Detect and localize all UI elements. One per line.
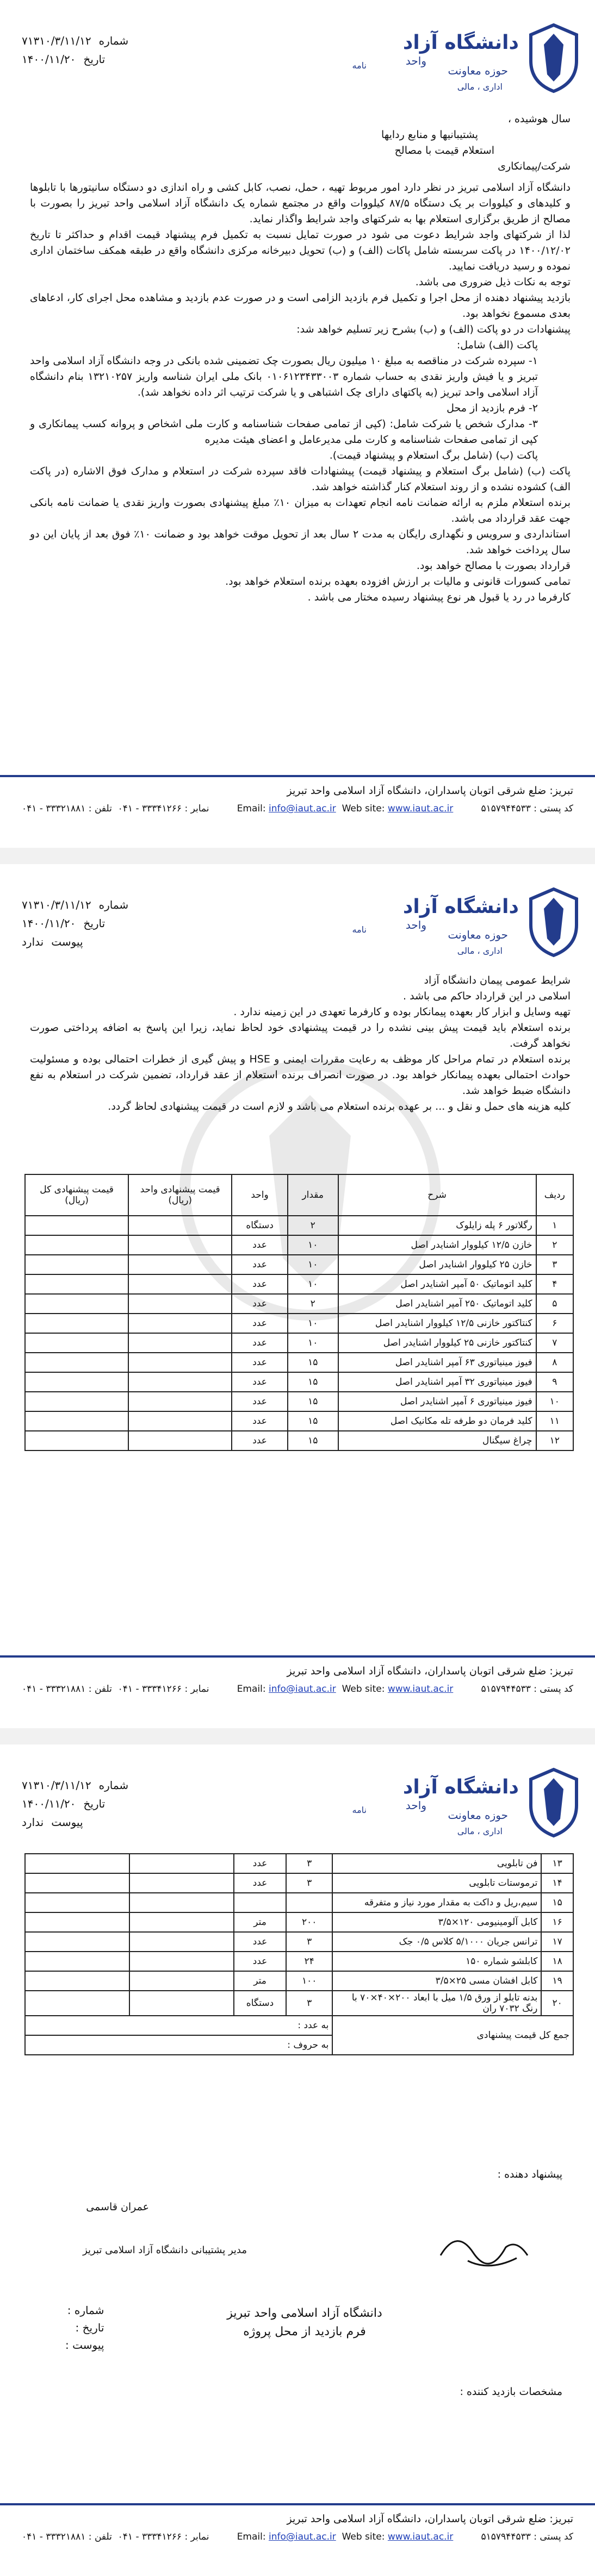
letter-body — [30, 111, 571, 605]
paragraph: دانشگاه آزاد اسلامی تبریز در نظر دارد امور مربوط تهیه ، حمل، نصب، کابل کشی و راه اندازی دو دستگاه سانیتورها با تابلوها و کلیدهای و کیلووات بر یک دستگاه ۸۷/۵ کیلووات واقع در مجتمع شماره یک دانشگاه آزاد اسلامی واحد تبریز را بصورت با مصالح از طریق برگزاری استعلام بها به شرکتهای واجد شرایط واگذار نماید. — [30, 182, 571, 225]
col-unit-price: قیمت پیشنهادی واحد (ریال) — [128, 1174, 232, 1216]
postal-code: کد پستی : ۵۱۵۷۹۴۴۵۳۳ — [481, 2531, 573, 2542]
email-label: Email: — [237, 2531, 266, 2542]
item-total-price[interactable] — [25, 1392, 128, 1411]
item-quantity: ۳ — [286, 1873, 332, 1893]
dept-label: اداری ، مالی — [457, 1826, 503, 1836]
date-label: تاریخ — [83, 53, 106, 66]
item-unit — [234, 1893, 286, 1912]
item-total-price[interactable] — [25, 1991, 129, 2016]
postal-code: کد پستی : ۵۱۵۷۹۴۴۵۳۳ — [481, 1684, 573, 1695]
attach-value: ندارد — [22, 935, 44, 948]
item-unit-price[interactable] — [129, 1991, 234, 2016]
bullet-item: ۳- مدارک شخص یا شرکت شامل: (کپی از تمامی صفحات شناسنامه و کارت ملی اشخاص و پروانه کسب پیمانکاری و کپی از تمامی صفحات شناسنامه و کارت ملی مدیرعامل و اعضای هیئت مدیره — [30, 418, 538, 446]
table-row — [25, 1873, 573, 1893]
item-total-price[interactable] — [25, 1854, 129, 1873]
subject-line-2: استعلام قیمت با مصالح — [394, 145, 494, 157]
table-row — [25, 1235, 573, 1255]
table-row — [25, 1971, 573, 1991]
item-unit: عدد — [232, 1314, 288, 1333]
form-meta — [65, 2302, 104, 2354]
bullet-item: تهیه وسایل و ابزار کار بعهده پیمانکار بوده و کارفرما تعهدی در این زمینه ندارد . — [233, 1006, 571, 1018]
attach-label: پیوست — [51, 1816, 83, 1829]
item-quantity: ۱۵ — [288, 1431, 338, 1450]
office-label: حوزه معاونت — [448, 928, 508, 941]
item-unit-price[interactable] — [128, 1411, 232, 1431]
item-quantity: ۱۵ — [288, 1411, 338, 1431]
email-link[interactable]: info@iaut.ac.ir — [269, 2531, 336, 2542]
item-description: کنتاکتور خازنی ۱۲/۵ کیلووار اشنایدر اصل — [338, 1314, 536, 1333]
number-label: شماره — [98, 898, 129, 911]
letter-footer — [0, 1655, 595, 1706]
item-total-price[interactable] — [25, 1912, 129, 1932]
dept-label: اداری ، مالی — [457, 946, 503, 956]
number-value: ۷۱۳۱۰/۳/۱۱/۱۲ — [22, 34, 91, 47]
sum-title: جمع کل قیمت پیشنهادی — [332, 2016, 573, 2055]
row-number: ۱۶ — [541, 1912, 573, 1932]
website-link[interactable]: www.iaut.ac.ir — [387, 803, 454, 814]
office-label: حوزه معاونت — [448, 1809, 508, 1822]
item-unit-price[interactable] — [129, 1971, 234, 1991]
bullet-item: قرارداد بصورت با مصالح خواهد بود. — [416, 560, 571, 572]
letter-label: نامه — [352, 60, 367, 71]
bullet-item: پیشنهادات در دو پاکت (الف) و (ب) بشرح زیر تسلیم خواهد شد: — [296, 323, 571, 335]
row-number: ۱۵ — [541, 1893, 573, 1912]
col-qty: مقدار — [288, 1174, 338, 1216]
row-number: ۱۲ — [536, 1431, 573, 1450]
item-total-price[interactable] — [25, 1255, 128, 1274]
unit-label: واحد — [405, 918, 426, 931]
unit-label: واحد — [405, 54, 426, 67]
item-total-price[interactable] — [25, 1372, 128, 1392]
item-unit: عدد — [232, 1235, 288, 1255]
signer-title: مدیر پشتیبانی دانشگاه آزاد اسلامی تبریز — [83, 2244, 247, 2256]
item-unit-price[interactable] — [129, 1952, 234, 1971]
col-row: ردیف — [536, 1174, 573, 1216]
number-value: ۷۱۳۱۰/۳/۱۱/۱۲ — [22, 898, 91, 911]
recipient: شرکت/پیمانکاری — [498, 160, 571, 172]
row-number: ۱۴ — [541, 1873, 573, 1893]
web-label: Web site: — [342, 2531, 385, 2542]
table-row — [25, 1854, 573, 1873]
table-row — [25, 1431, 573, 1450]
visitor-label: مشخصات بازدید کننده : — [460, 2386, 562, 2398]
letterhead — [0, 1745, 595, 1859]
item-unit: عدد — [234, 1873, 286, 1893]
footer-contacts — [22, 2531, 573, 2542]
item-total-price[interactable] — [25, 1431, 128, 1450]
letter-meta — [22, 32, 218, 68]
footer-address: تبریز: ضلع شرقی اتوبان پاسداران، دانشگاه آزاد اسلامی واحد تبریز — [287, 1665, 573, 1677]
item-total-price[interactable] — [25, 1893, 129, 1912]
letter-page-3 — [0, 1745, 595, 2576]
table-row — [25, 1314, 573, 1333]
paragraph: اسلامی در این قرارداد حاکم می باشد . — [403, 990, 571, 1002]
bullet-item: کلیه هزینه های حمل و نقل و ... بر عهده برنده استعلام می باشد و لازم است در قیمت پیشنهادی لحاظ گردد. — [108, 1101, 571, 1112]
item-description: کنتاکتور خازنی ۲۵ کیلووار اشنایدر اصل — [338, 1333, 536, 1353]
item-unit-price[interactable] — [129, 1873, 234, 1893]
item-unit: دستگاه — [232, 1216, 288, 1235]
paragraph: توجه به نکات ذیل ضروری می باشد. — [415, 276, 571, 288]
item-unit-price[interactable] — [129, 1893, 234, 1912]
item-total-price[interactable] — [25, 1235, 128, 1255]
unit-label: واحد — [405, 1799, 426, 1812]
item-description: کلید اتوماتیک ۲۵۰ آمپر اشنایدر اصل — [338, 1294, 536, 1314]
item-unit: عدد — [234, 1932, 286, 1952]
number-label: شماره — [98, 34, 129, 47]
bullet-item: پاکت (ب) (شامل برگ استعلام و پیشنهاد قیمت) پیشنهادات فاقد سپرده شرکت در استعلام و مدارک فوق الاشاره (در پاکت الف) کشوده نشده و از روند استعلام کنار گذاشته خواهد شد. — [30, 465, 571, 493]
item-quantity: ۱۵ — [288, 1392, 338, 1411]
item-description: ترانس جریان ۵/۱۰۰۰ کلاس ۰/۵ جک — [332, 1932, 541, 1952]
sum-words-label: به حروف : — [25, 2035, 332, 2055]
item-total-price[interactable] — [25, 1952, 129, 1971]
letter-meta — [22, 896, 218, 951]
item-unit: عدد — [232, 1274, 288, 1294]
item-unit: عدد — [234, 1854, 286, 1873]
row-number: ۱۱ — [536, 1411, 573, 1431]
items-table — [24, 1174, 574, 1451]
university-name: دانشگاه آزاد — [402, 32, 519, 54]
letterhead — [0, 864, 595, 978]
item-description: سیم،ریل و داکت به مقدار مورد نیاز و متفرقه — [332, 1893, 541, 1912]
item-description: کلید اتوماتیک ۵۰ آمپر اشنایدر اصل — [338, 1274, 536, 1294]
phone: تلفن : ۳۳۳۲۱۸۸۱ - ۰۴۱ — [22, 2531, 112, 2542]
website-link[interactable]: www.iaut.ac.ir — [387, 2531, 454, 2542]
item-total-price[interactable] — [25, 1333, 128, 1353]
item-quantity: ۱۰ — [288, 1333, 338, 1353]
fax: نمابر : ۳۳۳۴۱۲۶۶ - ۰۴۱ — [117, 1684, 209, 1695]
web-label: Web site: — [342, 1684, 385, 1695]
table-row — [25, 1255, 573, 1274]
fax: نمابر : ۳۳۳۴۱۲۶۶ - ۰۴۱ — [117, 2531, 209, 2542]
bullet-item: ۲- فرم بازدید از محل — [447, 402, 538, 414]
salutation: سال هوشیده ، — [507, 113, 571, 125]
bullet-item: تمامی کسورات قانونی و مالیات بر ارزش افزوده بعهده برنده استعلام خواهد بود. — [225, 576, 571, 587]
item-unit: عدد — [232, 1333, 288, 1353]
item-unit-price[interactable] — [129, 1854, 234, 1873]
attach-value: ندارد — [22, 1816, 44, 1829]
item-unit: عدد — [232, 1353, 288, 1372]
item-unit: عدد — [232, 1294, 288, 1314]
row-number: ۱۹ — [541, 1971, 573, 1991]
university-logo-icon — [528, 23, 580, 93]
row-number: ۶ — [536, 1314, 573, 1333]
footer-contacts — [22, 1684, 573, 1695]
item-quantity: ۲ — [288, 1216, 338, 1235]
item-quantity: ۲ — [288, 1294, 338, 1314]
row-number: ۲۰ — [541, 1991, 573, 2016]
item-unit-price[interactable] — [128, 1353, 232, 1372]
item-unit-price[interactable] — [128, 1372, 232, 1392]
item-quantity: ۱۰۰ — [286, 1971, 332, 1991]
item-description: ترموستات تابلویی — [332, 1873, 541, 1893]
letter-footer — [0, 775, 595, 826]
date-value: ۱۴۰۰/۱۱/۲۰ — [22, 917, 76, 930]
attach-label: پیوست — [51, 935, 83, 948]
phone: تلفن : ۳۳۳۲۱۸۸۱ - ۰۴۱ — [22, 803, 112, 814]
item-unit-price[interactable] — [128, 1274, 232, 1294]
number-value: ۷۱۳۱۰/۳/۱۱/۱۲ — [22, 1779, 91, 1792]
website-link[interactable]: www.iaut.ac.ir — [387, 1684, 454, 1695]
table-row — [25, 1353, 573, 1372]
form-title — [190, 2304, 419, 2341]
table-row — [25, 1893, 573, 1912]
bullet-item: بازدید پیشنهاد دهنده از محل اجرا و تکمیل فرم بازدید الزامی است و در صورت عدم بازدید و مشاهده محل اجرای کار، ادعاهای بعدی مسموع نخواهد بود. — [30, 292, 571, 320]
item-total-price[interactable] — [25, 1314, 128, 1333]
university-logo-icon — [528, 887, 580, 958]
item-unit: عدد — [232, 1392, 288, 1411]
item-quantity: ۱۰ — [288, 1235, 338, 1255]
item-quantity: ۱۵ — [288, 1372, 338, 1392]
email-label: Email: — [237, 1684, 266, 1695]
form-title-university: دانشگاه آزاد اسلامی واحد تبریز — [227, 2306, 382, 2320]
date-value: ۱۴۰۰/۱۱/۲۰ — [22, 1797, 76, 1810]
number-label: شماره — [98, 1779, 129, 1792]
item-description: خازن ۱۲/۵ کیلووار اشنایدر اصل — [338, 1235, 536, 1255]
item-description: چراغ سیگنال — [338, 1431, 536, 1450]
date-value: ۱۴۰۰/۱۱/۲۰ — [22, 53, 76, 66]
paragraph: لذا از شرکتهای واجد شرایط دعوت می شود در صورت تمایل نسبت به تکمیل فرم پیشنهاد قیمت اقدام و حداکثر تا تاریخ ۱۴۰۰/۱۲/۰۲ در پاکت سربسته شامل پاکات (الف) و (ب) تحویل دبیرخانه مرکزی دانشگاه واقع در طبقه همکف ساختمان اداری نموده و رسید دریافت نمایید. — [30, 229, 571, 272]
phone: تلفن : ۳۳۳۲۱۸۸۱ - ۰۴۱ — [22, 1684, 112, 1695]
item-unit-price[interactable] — [128, 1314, 232, 1333]
item-unit-price[interactable] — [128, 1235, 232, 1255]
item-description: خازن ۲۵ کیلووار اشنایدر اصل — [338, 1255, 536, 1274]
item-unit: عدد — [232, 1372, 288, 1392]
item-quantity: ۱۵ — [288, 1353, 338, 1372]
item-quantity: ۳ — [286, 1991, 332, 2016]
col-total-price: قیمت پیشنهادی کل (ریال) — [25, 1174, 128, 1216]
item-description: کابل آلومینیومی ۱۲۰×۳/۵ — [332, 1912, 541, 1932]
item-quantity: ۱۰ — [288, 1274, 338, 1294]
item-unit: عدد — [234, 1952, 286, 1971]
item-quantity: ۳ — [286, 1854, 332, 1873]
university-name: دانشگاه آزاد — [402, 1776, 519, 1798]
table-row — [25, 1411, 573, 1431]
university-logo-icon — [528, 1767, 580, 1838]
row-number: ۲ — [536, 1235, 573, 1255]
web-label: Web site: — [342, 803, 385, 814]
item-description: رگلاتور ۶ پله زایلوک — [338, 1216, 536, 1235]
bullet-item: پاکت (الف) شامل: — [456, 339, 538, 351]
row-number: ۱۰ — [536, 1392, 573, 1411]
item-unit-price[interactable] — [128, 1294, 232, 1314]
item-total-price[interactable] — [25, 1353, 128, 1372]
subject-line: پشتیبانیها و منابع ردایها — [381, 129, 478, 141]
item-description: کلید فرمان دو طرفه تله مکانیک اصل — [338, 1411, 536, 1431]
item-total-price[interactable] — [25, 1216, 128, 1235]
item-quantity: ۱۰ — [288, 1255, 338, 1274]
item-total-price[interactable] — [25, 1873, 129, 1893]
letter-label: نامه — [352, 924, 367, 935]
table-row — [25, 1912, 573, 1932]
paragraph: شرایط عمومی پیمان دانشگاه آزاد — [424, 974, 571, 986]
item-unit-price[interactable] — [128, 1392, 232, 1411]
form-attach-label: پیوست : — [65, 2339, 104, 2352]
item-unit: عدد — [232, 1431, 288, 1450]
row-number: ۹ — [536, 1372, 573, 1392]
proposer-label: پیشنهاد دهنده : — [497, 2168, 562, 2180]
row-number: ۳ — [536, 1255, 573, 1274]
item-total-price[interactable] — [25, 1411, 128, 1431]
item-total-price[interactable] — [25, 1274, 128, 1294]
table-row — [25, 1274, 573, 1294]
item-unit-price[interactable] — [128, 1333, 232, 1353]
signature-icon — [435, 2223, 544, 2277]
item-unit-price[interactable] — [129, 1932, 234, 1952]
letter-page-1 — [0, 0, 595, 848]
item-description: بدنه تابلو از ورق ۱/۵ میل با ابعاد ۲۰۰×۴۰×۷۰ با رنگ ۷۰۳۲ ران — [332, 1991, 541, 2016]
email-link[interactable]: info@iaut.ac.ir — [269, 1684, 336, 1695]
bullet-item: پاکت (ب) (شامل برگ استعلام و پیشنهاد قیمت). — [329, 449, 538, 461]
row-number: ۴ — [536, 1274, 573, 1294]
item-unit-price[interactable] — [129, 1912, 234, 1932]
fax: نمابر : ۳۳۳۴۱۲۶۶ - ۰۴۱ — [117, 803, 209, 814]
email-link[interactable]: info@iaut.ac.ir — [269, 803, 336, 814]
item-description: کابلشو شماره ۱۵۰ — [332, 1952, 541, 1971]
table-row — [25, 1333, 573, 1353]
item-quantity: ۲۰۰ — [286, 1912, 332, 1932]
postal-code: کد پستی : ۵۱۵۷۹۴۴۵۳۳ — [481, 803, 573, 814]
bullet-item: برنده استعلام ملزم به ارائه ضمانت نامه انجام تعهدات به میزان ۱۰٪ مبلغ پیشنهادی بصورت واریز نقدی یا ضمانت نامه بانکی جهت عقد قرارداد می باشد. — [30, 497, 571, 524]
item-unit-price[interactable] — [128, 1216, 232, 1235]
item-total-price[interactable] — [25, 1932, 129, 1952]
form-title-visit: فرم بازدید از محل پروژه — [243, 2325, 366, 2339]
item-unit: عدد — [232, 1411, 288, 1431]
item-quantity — [286, 1893, 332, 1912]
item-description: فیوز مینیاتوری ۶ آمپر اشنایدر اصل — [338, 1392, 536, 1411]
bullet-item: برنده استعلام باید قیمت پیش بینی نشده را در قیمت پیشنهادی خود لحاظ نماید، زیرا این پاسخ به اضافه پرداختی صورت نخواهد گرفت. — [30, 1022, 571, 1049]
item-description: فیوز مینیاتوری ۶۳ آمپر اشنایدر اصل — [338, 1353, 536, 1372]
footer-address: تبریز: ضلع شرقی اتوبان پاسداران، دانشگاه آزاد اسلامی واحد تبریز — [287, 785, 573, 797]
row-number: ۵ — [536, 1294, 573, 1314]
table-row — [25, 1991, 573, 2016]
table-row — [25, 1932, 573, 1952]
row-number: ۱۸ — [541, 1952, 573, 1971]
date-label: تاریخ — [83, 917, 106, 930]
bullet-item: استانداردی و سرویس و نگهداری رایگان به مدت ۲ سال بعد از تحویل موقت خواهد بود و ضمانت ۱۰٪ فوق بعد از پایان این دو سال پرداخت خواهد شد. — [30, 528, 571, 556]
item-quantity: ۱۰ — [288, 1314, 338, 1333]
item-total-price[interactable] — [25, 1971, 129, 1991]
table-row — [25, 1392, 573, 1411]
signer-name: عمران قاسمی — [86, 2201, 149, 2213]
bullet-item: برنده استعلام در تمام مراحل کار موظف به رعایت مقررات ایمنی و HSE و پیش گیری از خطرات احتمالی بوده و مسئولیت حوادث احتمالی بعهده پیمانکار خواهد بود. در صورت انصراف برنده استعلام از عقد قرارداد، تضمین شرکت در استعلام به نفع دانشگاه ضبط خواهد شد. — [30, 1053, 571, 1097]
row-number: ۷ — [536, 1333, 573, 1353]
letter-body — [30, 973, 571, 1115]
item-unit: دستگاه — [234, 1991, 286, 2016]
item-total-price[interactable] — [25, 1294, 128, 1314]
bullet-item: ۱- سپرده شرکت در مناقصه به مبلغ ۱۰ میلیون ریال بصورت چک تضمینی شده بانکی در وجه دانشگاه آزاد اسلامی واحد تبریز و یا فیش واریز نقدی به حساب شماره ۰۱۰۶۱۲۳۴۳۳۰۰۳ بانک ملی ایران شناسه واریز ۱۳۲۱۰۲۵۷ بنام دانشگاه آزاد اسلامی واحد تبریز (به پاکتهای دارای چک اشتباهی و یا شرکت ترتیب اثر داده نخواهد شد). — [30, 355, 538, 398]
col-unit: واحد — [232, 1174, 288, 1216]
letter-page-2 — [0, 864, 595, 1728]
item-unit: عدد — [232, 1255, 288, 1274]
form-date-label: تاریخ : — [75, 2321, 104, 2334]
items-table-continued — [24, 1853, 574, 2055]
university-name: دانشگاه آزاد — [402, 896, 519, 918]
item-unit-price[interactable] — [128, 1255, 232, 1274]
item-quantity: ۳ — [286, 1932, 332, 1952]
row-number: ۸ — [536, 1353, 573, 1372]
bullet-item: کارفرما در رد یا قبول هر نوع پیشنهاد رسیده مختار می باشد . — [307, 591, 571, 603]
letter-meta — [22, 1776, 218, 1831]
row-number: ۱۷ — [541, 1932, 573, 1952]
form-number-label: شماره : — [67, 2304, 104, 2317]
row-number: ۱ — [536, 1216, 573, 1235]
date-label: تاریخ — [83, 1797, 106, 1810]
letter-footer — [0, 2503, 595, 2554]
col-desc: شرح — [338, 1174, 536, 1216]
dept-label: اداری ، مالی — [457, 82, 503, 92]
item-unit-price[interactable] — [128, 1431, 232, 1450]
letter-label: نامه — [352, 1805, 367, 1815]
footer-contacts — [22, 803, 573, 814]
item-description: کابل افشان مسی ۲۵×۳/۵ — [332, 1971, 541, 1991]
item-description: فن تابلویی — [332, 1854, 541, 1873]
item-unit: متر — [234, 1912, 286, 1932]
email-label: Email: — [237, 803, 266, 814]
item-quantity: ۲۴ — [286, 1952, 332, 1971]
table-row — [25, 1294, 573, 1314]
letterhead — [0, 0, 595, 114]
sum-number-label: به عدد : — [25, 2016, 332, 2035]
table-row — [25, 1952, 573, 1971]
item-unit: متر — [234, 1971, 286, 1991]
office-label: حوزه معاونت — [448, 64, 508, 77]
item-description: فیوز مینیاتوری ۳۲ آمپر اشنایدر اصل — [338, 1372, 536, 1392]
table-row — [25, 1216, 573, 1235]
table-row — [25, 1372, 573, 1392]
footer-address: تبریز: ضلع شرقی اتوبان پاسداران، دانشگاه آزاد اسلامی واحد تبریز — [287, 2513, 573, 2525]
row-number: ۱۳ — [541, 1854, 573, 1873]
